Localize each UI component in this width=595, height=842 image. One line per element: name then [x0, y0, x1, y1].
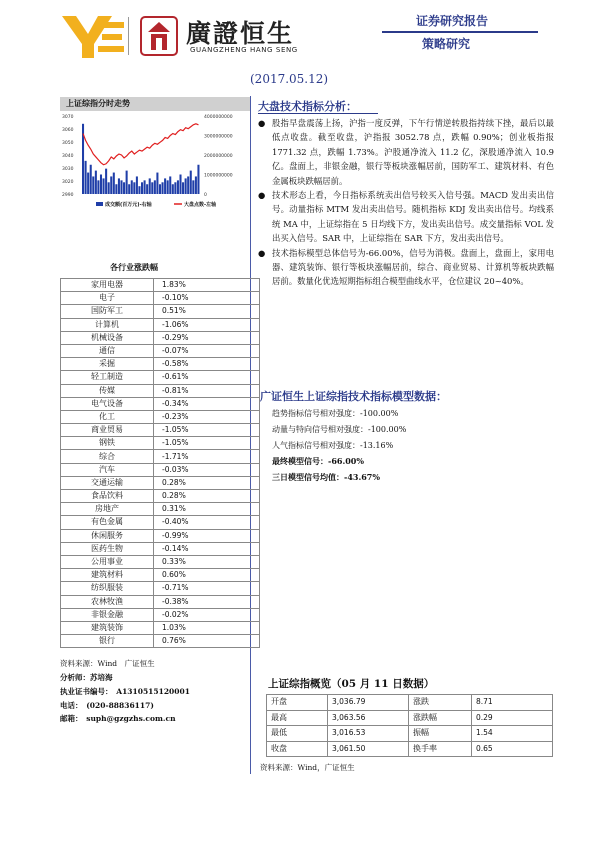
industry-name: 医药生物 — [61, 542, 154, 555]
y-left-tick: 3050 — [62, 141, 74, 146]
table-row — [61, 490, 260, 503]
overview-value: 8.71 — [472, 695, 553, 711]
industry-change: 1.83% — [154, 279, 260, 292]
industry-change: -0.58% — [154, 358, 260, 371]
industry-source: 资料来源：Wind 广证恒生 — [60, 659, 155, 668]
table-row — [61, 292, 260, 305]
legend-volume-swatch — [96, 202, 103, 206]
volume-bar — [185, 178, 187, 194]
volume-bar — [172, 184, 174, 194]
volume-bar — [97, 180, 99, 194]
analyst-name: 分析师：苏培海 — [60, 673, 113, 682]
y-left-tick: 3020 — [62, 180, 74, 185]
industry-name: 家用电器 — [61, 279, 154, 292]
table-row — [61, 358, 260, 371]
index-line — [83, 124, 198, 165]
industry-change: -0.29% — [154, 331, 260, 344]
legend-index-label: 大盘点数-左轴 — [184, 202, 217, 208]
overview-value: 0.65 — [472, 741, 553, 757]
industry-change: -0.71% — [154, 582, 260, 595]
table-row — [61, 569, 260, 582]
volume-bar — [164, 178, 166, 194]
y-right-tick: 1000000000 — [204, 173, 233, 179]
industry-name: 通信 — [61, 344, 154, 357]
volume-bar — [144, 180, 146, 194]
industry-change: -0.14% — [154, 542, 260, 555]
industry-change: 0.31% — [154, 503, 260, 516]
industry-name: 电子 — [61, 292, 154, 305]
table-row — [61, 635, 260, 648]
industry-change: 0.51% — [154, 305, 260, 318]
table-row — [61, 621, 260, 634]
y-left-tick: 3070 — [62, 115, 74, 120]
volume-bar — [92, 176, 94, 194]
y-left-tick: 2990 — [62, 193, 74, 198]
final-signal: 最终模型信号：-66.00% — [272, 456, 364, 466]
industry-change: -0.81% — [154, 384, 260, 397]
table-row — [61, 595, 260, 608]
overview-label: 振幅 — [409, 726, 472, 742]
table-row — [61, 555, 260, 568]
industry-name: 计算机 — [61, 318, 154, 331]
volume-bar — [136, 176, 138, 194]
volume-bar — [110, 176, 112, 194]
table-row — [61, 516, 260, 529]
volume-bar — [197, 165, 199, 194]
overview-value: 3,036.79 — [328, 695, 409, 711]
table-row — [267, 695, 553, 711]
analysis-item: ● 股指早盘震荡上扬，沪指一度反弹，下午行情逆转股指持续下挫，最后以最低点收盘。截至收盘，沪指报 3052.78 点，跌幅 0.90%；创业板指报 1771.32 点，跌幅 1.73%。沪股通净流入 11.2 亿，深股通净流入 10.9 亿。盘面上，非银金融，银行等板块涨幅居前，国防军工、建筑材料、有色金属板块跌幅居前。 — [258, 118, 554, 186]
bullet-icon: ● — [258, 247, 266, 258]
industry-name: 轻工制造 — [61, 371, 154, 384]
volume-bar — [131, 180, 133, 194]
industry-name: 化工 — [61, 410, 154, 423]
table-row — [267, 710, 553, 726]
popularity-signal: 人气指标信号相对强度：-13.16% — [272, 441, 394, 450]
industry-change: -0.34% — [154, 397, 260, 410]
table-row — [61, 397, 260, 410]
industry-change: 1.03% — [154, 621, 260, 634]
overview-value: 3,063.56 — [328, 710, 409, 726]
analysis-list — [258, 116, 554, 289]
trend-signal: 趋势指标信号相对强度：-100.00% — [272, 409, 399, 418]
industry-name: 休闲服务 — [61, 529, 154, 542]
volume-bar — [128, 184, 130, 194]
industry-name: 银行 — [61, 635, 154, 648]
volume-bar — [182, 182, 184, 194]
volume-bar — [174, 182, 176, 194]
legend-volume-label: 成交额(百万元)-右轴 — [105, 202, 152, 208]
overview-label: 开盘 — [267, 695, 328, 711]
table-row — [61, 410, 260, 423]
industry-change: -0.02% — [154, 608, 260, 621]
industry-table — [60, 278, 260, 648]
industry-change: -1.05% — [154, 424, 260, 437]
table-row — [61, 371, 260, 384]
table-row — [61, 331, 260, 344]
y-right-tick: 2000000000 — [204, 154, 233, 159]
industry-name: 非银金融 — [61, 608, 154, 621]
volume-bar — [146, 184, 148, 194]
industry-name: 综合 — [61, 450, 154, 463]
volume-bar — [169, 176, 171, 194]
overview-label: 最高 — [267, 710, 328, 726]
table-row — [61, 384, 260, 397]
overview-label: 涨跌幅 — [409, 710, 472, 726]
volume-bar — [100, 175, 102, 195]
volume-bar — [177, 180, 179, 194]
overview-value: 3,061.50 — [328, 741, 409, 757]
y-left-tick: 3060 — [62, 128, 74, 133]
volume-bar — [149, 178, 151, 194]
email: 邮箱： suph@gzgzhs.com.cn — [60, 714, 176, 723]
industry-change: -1.05% — [154, 437, 260, 450]
industry-name: 建筑装饰 — [61, 621, 154, 634]
industry-change: -0.10% — [154, 292, 260, 305]
overview-label: 换手率 — [409, 741, 472, 757]
industry-change: 0.28% — [154, 476, 260, 489]
volume-bar — [113, 173, 115, 194]
volume-bar — [141, 182, 143, 194]
table-row — [61, 437, 260, 450]
industry-name: 纺织服装 — [61, 582, 154, 595]
momentum-signal: 动量与特向信号相对强度：-100.00% — [272, 425, 407, 434]
industry-name: 采掘 — [61, 358, 154, 371]
overview-title: 上证综指概览（05 月 11 日数据） — [268, 678, 435, 690]
industry-change: -0.03% — [154, 463, 260, 476]
volume-bar — [120, 180, 122, 194]
overview-value: 1.54 — [472, 726, 553, 742]
volume-bar — [167, 180, 169, 194]
brand-name-cn: 廣證恒生 — [186, 19, 295, 48]
table-row — [61, 608, 260, 621]
industry-name: 公用事业 — [61, 555, 154, 568]
company-logo-icon — [62, 16, 124, 58]
brand-name-en: GUANGZHENG HANG SENG — [190, 46, 298, 54]
volume-bar — [151, 182, 153, 194]
industry-name: 汽车 — [61, 463, 154, 476]
seal-icon — [140, 16, 178, 56]
volume-bar — [156, 173, 158, 194]
industry-name: 房地产 — [61, 503, 154, 516]
volume-bar — [159, 184, 161, 194]
certificate-number: 执业证书编号： A1310515120001 — [60, 687, 190, 696]
industry-change: -0.99% — [154, 529, 260, 542]
analysis-item: ● 技术形态上看，今日指标系统卖出信号较买入信号强。MACD 发出卖出信号。动量指标 MTM 发出卖出信号。随机指标 KDJ 发出卖出信号。均线系统 MA 中，上证综指在 5 日均线下方，发出卖出信号。成交量指标 VOL 发出买入信号。SAR 中，上证综指在 SAR 下方，发出卖出信号。 — [258, 190, 554, 244]
volume-bar — [192, 180, 194, 194]
table-row — [61, 476, 260, 489]
industry-change: -0.38% — [154, 595, 260, 608]
industry-change: -0.61% — [154, 371, 260, 384]
table-row — [61, 450, 260, 463]
industry-change: -1.71% — [154, 450, 260, 463]
overview-table — [266, 694, 553, 757]
volume-bar — [90, 165, 92, 194]
y-right-tick: 0 — [204, 193, 207, 198]
industry-name: 国防军工 — [61, 305, 154, 318]
y-right-tick: 3000000000 — [204, 134, 233, 140]
table-row — [61, 529, 260, 542]
bullet-icon: ● — [258, 190, 266, 201]
report-type: 证券研究报告 — [416, 14, 489, 28]
volume-bar — [126, 171, 128, 194]
three-day-signal: 三日模型信号均值：-43.67% — [272, 472, 380, 482]
report-date: (2017.05.12) — [250, 72, 329, 86]
analysis-item: ● 技术指标模型总体信号为-66.00%，信号为消极。盘面上，盘面上，家用电器、建筑装饰、银行等板块涨幅居前，综合、商业贸易、计算机等板块跌幅居前。数量化优选短期指标组合模型曲线水平，仓位建议 20~40%。 — [258, 247, 554, 287]
volume-bar — [190, 171, 192, 194]
industry-change: -0.23% — [154, 410, 260, 423]
table-row — [267, 726, 553, 742]
industry-table-title: 各行业涨跌幅 — [110, 262, 158, 272]
volume-bar — [195, 176, 197, 194]
overview-source: 资料来源：Wind，广证恒生 — [260, 763, 355, 772]
phone: 电话： (020-88836117) — [60, 701, 154, 710]
industry-change: 0.60% — [154, 569, 260, 582]
industry-name: 电气设备 — [61, 397, 154, 410]
industry-change: -0.07% — [154, 344, 260, 357]
volume-bar — [138, 186, 140, 194]
industry-name: 农林牧渔 — [61, 595, 154, 608]
volume-bar — [103, 178, 105, 194]
industry-name: 钢铁 — [61, 437, 154, 450]
industry-name: 建筑材料 — [61, 569, 154, 582]
industry-name: 机械设备 — [61, 331, 154, 344]
table-row — [61, 318, 260, 331]
volume-bar — [123, 182, 125, 194]
volume-bar — [133, 182, 135, 194]
table-row — [267, 741, 553, 757]
chart-title: 上证综指分时走势 — [66, 98, 130, 108]
model-heading: 广证恒生上证综指技术指标模型数据： — [260, 390, 447, 403]
y-left-tick: 3040 — [62, 154, 74, 159]
volume-bar — [95, 171, 97, 194]
overview-label: 涨跌 — [409, 695, 472, 711]
industry-name: 交通运输 — [61, 476, 154, 489]
table-row — [61, 344, 260, 357]
volume-bar — [85, 161, 87, 194]
industry-name: 商业贸易 — [61, 424, 154, 437]
volume-bar — [108, 182, 110, 194]
industry-change: 0.33% — [154, 555, 260, 568]
industry-change: -0.40% — [154, 516, 260, 529]
heading-underline — [258, 113, 378, 114]
report-category: 策略研究 — [422, 37, 471, 51]
y-right-tick: 4000000000 — [204, 115, 233, 120]
volume-bar — [179, 175, 181, 195]
table-row — [61, 463, 260, 476]
volume-bar — [154, 180, 156, 194]
overview-value: 3,016.53 — [328, 726, 409, 742]
table-row — [61, 582, 260, 595]
volume-bar — [187, 176, 189, 194]
table-row — [61, 279, 260, 292]
industry-name: 有色金属 — [61, 516, 154, 529]
industry-name: 食品饮料 — [61, 490, 154, 503]
overview-value: 0.29 — [472, 710, 553, 726]
table-row — [61, 542, 260, 555]
table-row — [61, 503, 260, 516]
intraday-chart — [60, 112, 250, 210]
volume-bar — [115, 184, 117, 194]
analysis-heading: 大盘技术指标分析： — [258, 100, 357, 113]
volume-bar — [105, 169, 107, 194]
industry-name: 传媒 — [61, 384, 154, 397]
y-left-tick: 3030 — [62, 167, 74, 172]
table-row — [61, 305, 260, 318]
overview-label: 收盘 — [267, 741, 328, 757]
industry-change: -1.06% — [154, 318, 260, 331]
bullet-icon: ● — [258, 118, 266, 128]
overview-label: 最低 — [267, 726, 328, 742]
table-row — [61, 424, 260, 437]
industry-change: 0.28% — [154, 490, 260, 503]
volume-bar — [87, 173, 89, 194]
header-rule — [382, 31, 538, 33]
volume-bar — [162, 182, 164, 194]
volume-bar — [118, 178, 120, 194]
logo-divider — [128, 17, 129, 55]
industry-change: 0.76% — [154, 635, 260, 648]
